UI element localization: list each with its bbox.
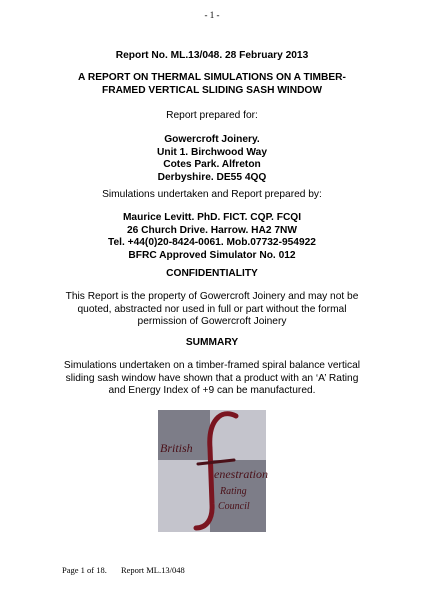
client-address bbox=[40, 134, 384, 184]
logo-text-british: British bbox=[160, 441, 193, 455]
prepared-for-label: Report prepared for: bbox=[166, 110, 258, 121]
confidentiality-text bbox=[40, 291, 384, 329]
title-line: FRAMED VERTICAL SLIDING SASH WINDOW bbox=[102, 84, 322, 96]
summary-text bbox=[40, 360, 384, 398]
prepared-by-label: Simulations undertaken and Report prepared by: bbox=[102, 189, 322, 200]
author-line: Tel. +44(0)20-8424-0061. Mob.07732-954922 bbox=[108, 237, 316, 248]
bfrc-logo bbox=[148, 408, 278, 536]
page-footer bbox=[62, 565, 197, 575]
client-line: Gowercroft Joinery. bbox=[164, 134, 260, 145]
client-line: Cotes Park. Alfreton bbox=[163, 159, 261, 170]
logo-text-fenestration: enestration bbox=[214, 467, 268, 481]
summary-line: sliding sash window have shown that a product with an ‘A’ Rating bbox=[65, 372, 359, 384]
footer-report-ref: Report ML.13/048 bbox=[120, 565, 185, 575]
client-line: Derbyshire. DE55 4QQ bbox=[157, 171, 267, 183]
author-line: Maurice Levitt. PhD. FICT. CQP. FCQI bbox=[122, 212, 302, 223]
confidentiality-line: permission of Gowercroft Joinery bbox=[137, 316, 287, 327]
footer-page-count: Page 1 of 18. bbox=[62, 565, 107, 575]
confidentiality-line: This Report is the property of Gowercroft Joinery and may not be bbox=[65, 291, 359, 302]
author-line: BFRC Approved Simulator No. 012 bbox=[128, 249, 296, 261]
title-line: A REPORT ON THERMAL SIMULATIONS ON A TIMBER- bbox=[78, 72, 346, 83]
summary-line: Simulations undertaken on a timber-framed spiral balance vertical bbox=[63, 360, 361, 371]
report-reference: Report No. ML.13/048. 28 February 2013 bbox=[115, 50, 309, 61]
confidentiality-heading: CONFIDENTIALITY bbox=[166, 268, 258, 279]
confidentiality-line: quoted, abstracted nor used in full or part without the formal bbox=[77, 303, 347, 315]
author-details bbox=[40, 212, 384, 262]
summary-line: and Energy Index of +9 can be manufactured. bbox=[108, 385, 316, 396]
bfrc-logo-graphic bbox=[148, 408, 278, 536]
author-line: 26 Church Drive. Harrow. HA2 7NW bbox=[126, 224, 298, 236]
report-title bbox=[40, 72, 384, 97]
page-number-marker: - 1 - bbox=[204, 10, 220, 20]
summary-heading: SUMMARY bbox=[185, 337, 239, 348]
logo-light-panel bbox=[158, 460, 210, 532]
logo-text-rating: Rating bbox=[220, 486, 247, 497]
client-line: Unit 1. Birchwood Way bbox=[157, 146, 267, 158]
logo-text-council: Council bbox=[218, 501, 250, 512]
